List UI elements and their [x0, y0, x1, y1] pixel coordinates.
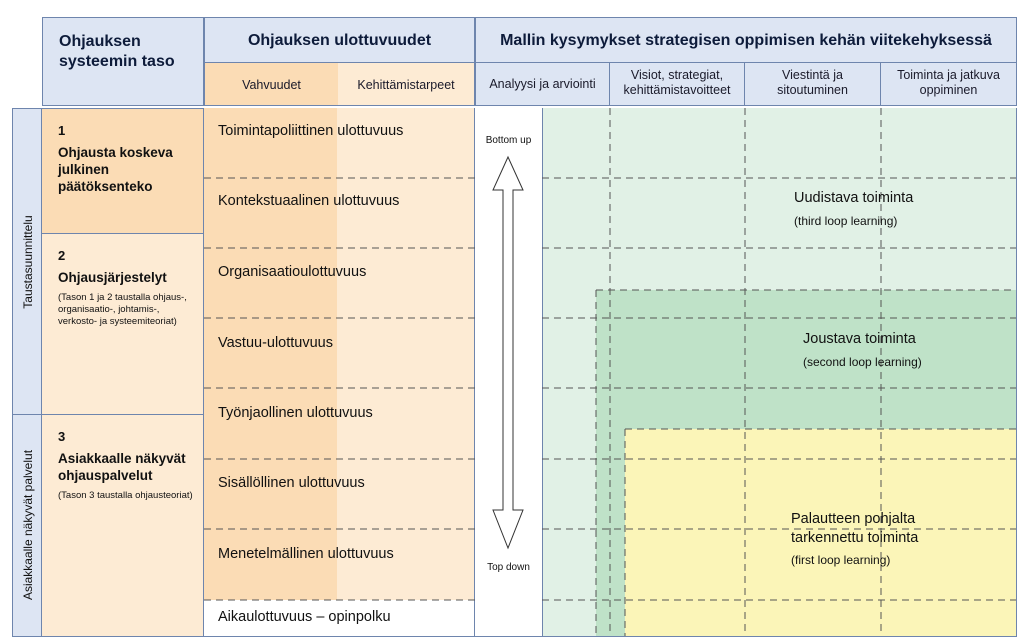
dimension-6: Sisällöllinen ulottuvuus — [218, 475, 365, 491]
level-3-note: (Tason 3 taustalla ohjausteoriat) — [58, 490, 193, 501]
dimension-4: Vastuu-ulottuvuus — [218, 335, 333, 351]
level-3-number: 3 — [58, 429, 66, 444]
col-action-label: Toiminta ja jatkuva oppiminen — [897, 68, 1000, 97]
side-customer-label: Asiakkaalle näkyvät palvelut — [21, 449, 35, 601]
col-communication-label: Viestintä ja sitoutuminen — [777, 68, 848, 97]
col-analysis-label: Analyysi ja arviointi — [489, 77, 596, 91]
level-3-name: Asiakkaalle näkyvät ohjauspalvelut — [58, 451, 186, 483]
dimension-2: Kontekstuaalinen ulottuvuus — [218, 193, 400, 209]
third-loop-title: Uudistava toiminta — [794, 190, 914, 206]
dimension-7: Menetelmällinen ulottuvuus — [218, 546, 394, 562]
level-1-number: 1 — [58, 123, 66, 138]
first-loop-subtitle: (first loop learning) — [791, 553, 891, 567]
level-2-number: 2 — [58, 248, 66, 263]
level-2-note: (Tason 1 ja 2 taustalla ohjaus-, organisaatio-, johtamis-, verkosto- ja systeemiteoriat) — [58, 292, 187, 327]
header-model-title: Mallin kysymykset strategisen oppimisen kehän viitekehyksessä — [500, 32, 992, 49]
side-background-label: Taustasuunnittelu — [21, 215, 35, 309]
header-level-title: Ohjauksen systeemin taso — [59, 33, 175, 70]
second-loop-title: Joustava toiminta — [803, 331, 916, 347]
subheader-needs: Kehittämistarpeet — [357, 78, 455, 92]
dimension-8: Aikaulottuvuus – opinpolku — [218, 609, 391, 625]
dimension-1: Toimintapoliittinen ulottuvuus — [218, 123, 404, 139]
dimension-3: Organisaatioulottuvuus — [218, 264, 367, 280]
level-2-name: Ohjausjärjestelyt — [58, 270, 167, 285]
col-visions-label: Visiot, strategiat, kehittämistavoitteet — [623, 68, 731, 97]
arrow-top-label: Bottom up — [485, 135, 532, 146]
bottom-up-top-down-arrow — [493, 157, 523, 548]
first-loop-title: Palautteen pohjalta tarkennettu toiminta — [791, 511, 919, 546]
arrow-bottom-label: Top down — [487, 562, 530, 573]
second-loop-subtitle: (second loop learning) — [803, 355, 922, 369]
dimension-5: Työnjaollinen ulottuvuus — [218, 405, 373, 421]
subheader-strengths: Vahvuudet — [242, 78, 301, 92]
header-dimensions-title: Ohjauksen ulottuvuudet — [247, 32, 432, 49]
third-loop-subtitle: (third loop learning) — [794, 214, 898, 228]
level-1-name: Ohjausta koskeva julkinen päätöksenteko — [58, 145, 173, 194]
